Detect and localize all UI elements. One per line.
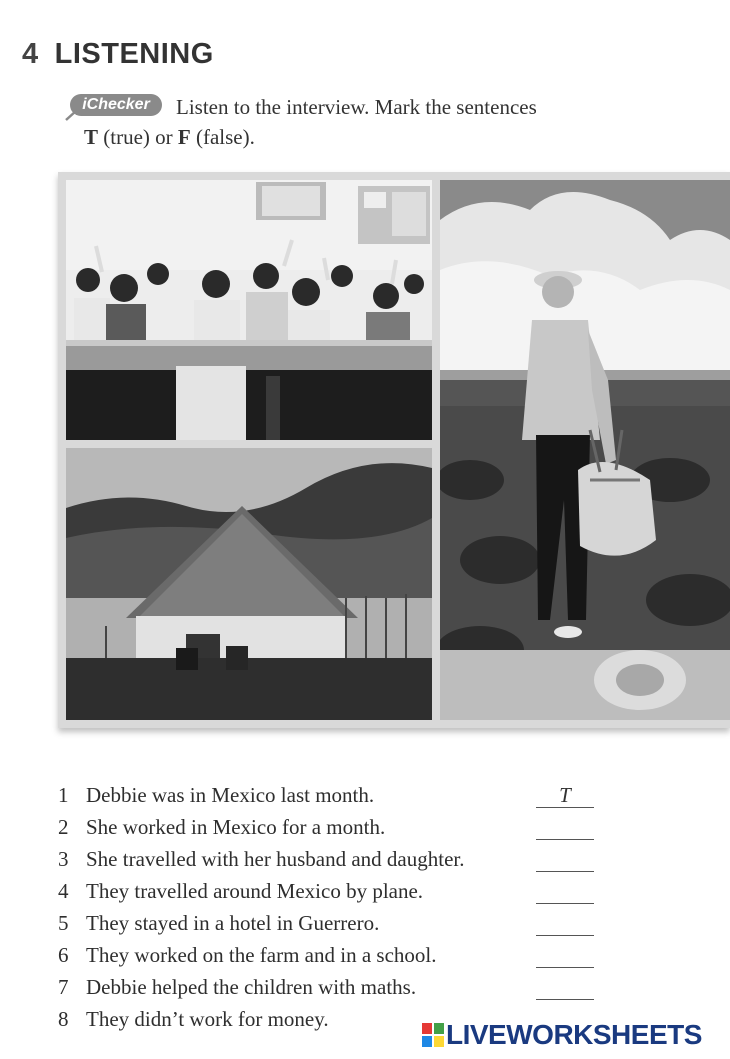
question-text: Debbie was in Mexico last month. [86,783,375,807]
liveworksheets-logo-icon [422,1023,444,1047]
hut-photo [66,448,432,720]
question-row [58,876,618,908]
answer-field[interactable] [536,880,594,904]
question-number: 6 [58,943,69,967]
question-number: 3 [58,847,69,871]
question-row [58,812,618,844]
question-text: They didn’t work for money. [86,1007,329,1031]
true-word: (true) or [98,125,178,149]
classroom-photo [66,180,432,440]
true-letter: T [84,125,99,149]
question-text: She worked in Mexico for a month. [86,815,386,839]
question-row [58,908,618,940]
question-number: 7 [58,975,69,999]
farmer-photo [440,180,730,720]
question-number: 5 [58,911,69,935]
false-word: (false). [190,125,255,149]
answer-field[interactable] [536,944,594,968]
section-heading: LISTENING [54,38,214,70]
question-row [58,780,618,812]
instruction [84,92,644,152]
question-row [58,972,618,1004]
answer-field[interactable] [536,976,594,1000]
liveworksheets-logo [422,1018,702,1052]
question-number: 1 [58,783,69,807]
answer-field[interactable] [536,912,594,936]
answer-field[interactable] [536,848,594,872]
photo-collage [58,172,730,728]
liveworksheets-logo-text: LIVEWORKSHEETS [446,1019,702,1050]
question-text: She travelled with her husband and daughter. [86,847,465,871]
question-row [58,940,618,972]
question-number: 8 [58,1007,69,1031]
false-letter: F [177,125,191,149]
question-row [58,844,618,876]
instruction-line1: Listen to the interview. Mark the sentences [176,95,537,119]
question-text: They worked on the farm and in a school. [86,943,437,967]
question-number: 2 [58,815,69,839]
question-text: They travelled around Mexico by plane. [86,879,424,903]
question-text: They stayed in a hotel in Guerrero. [86,911,380,935]
answer-field[interactable]: T [536,784,594,808]
instruction-line2 [84,122,644,152]
question-number: 4 [58,879,69,903]
questions-list [58,780,618,1036]
answer-field[interactable] [536,816,594,840]
question-text: Debbie helped the children with maths. [86,975,417,999]
section-title [22,38,214,71]
section-number: 4 [22,38,39,70]
ichecker-label: iChecker [70,94,162,116]
